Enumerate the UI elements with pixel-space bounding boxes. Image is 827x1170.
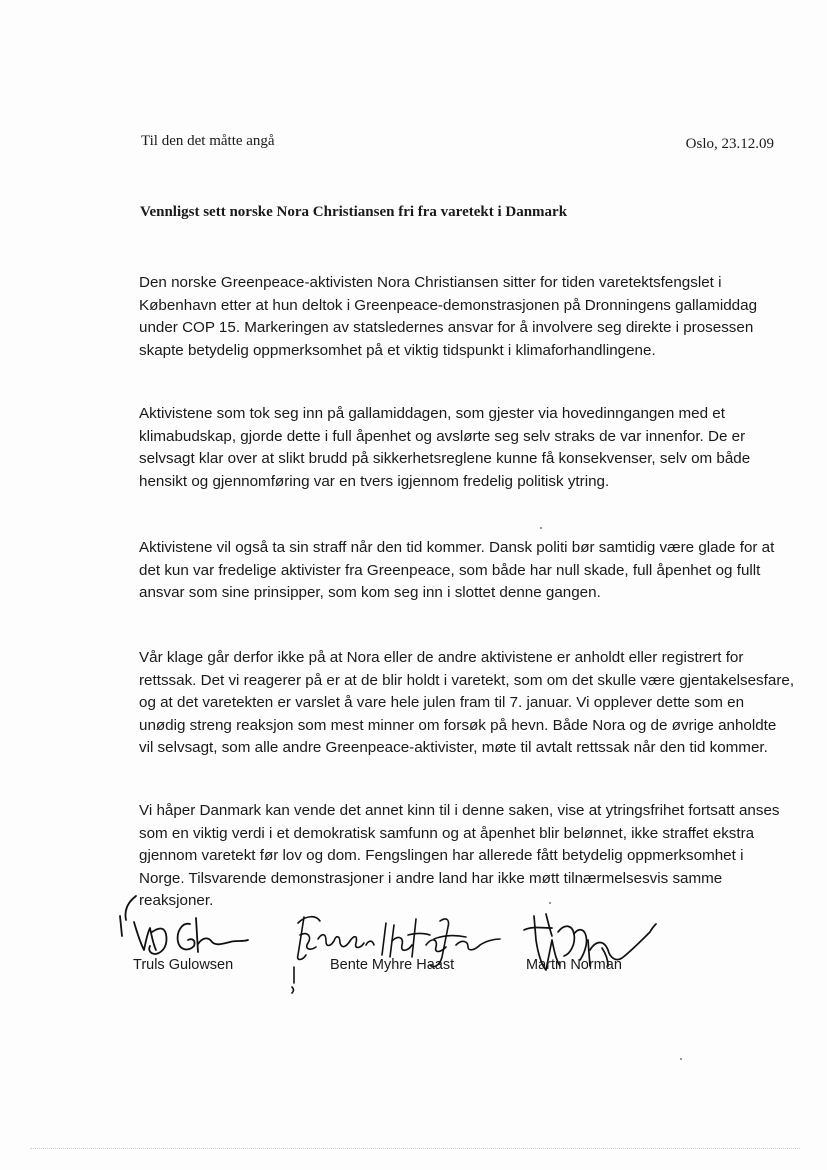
paragraph-line: Aktivistene som tok seg inn på gallamiddagen, som gjester via hovedinngangen med et [139,405,725,422]
paragraph-line: det kun var fredelige aktivister fra Greenpeace, som både har null skade, full åpenhet og fullt [139,561,761,579]
paragraph-line: Aktivistene vil også ta sin straff når den tid kommer. Dansk politi bør samtidig være glade for at [139,539,775,556]
paragraph-3 [139,537,775,605]
paragraph-line: Norge. Tilsvarende demonstrasjoner i andre land har ikke møtt tilnærmelsesvis samme [139,869,723,887]
paragraph-line: under COP 15. Markeringen av statsledernes ansvar for å involvere seg direkte i prosessen [139,319,754,336]
paragraph-line: gjennom varetekt før lov og dom. Fengslingen har allerede fått betydelig oppmerksomhet i [139,847,744,864]
paragraph-line: selvsagt klar over at slikt brudd på sikkerhetsreglene kunne få konsekvenser, selv om både [139,450,751,467]
signatory-name: Truls Gulowsen [133,957,234,973]
paragraph-line: ansvar som sine prinsipper, som kom seg inn i slottet denne gangen. [139,584,601,601]
signatory-name: Bente Myhre Haast [330,957,455,973]
paragraph-line: skapte betydelig oppmerksomhet på et viktig tidspunkt i klimaforhandlingene. [139,341,656,359]
scan-edge [30,1148,800,1149]
scan-speck [540,527,542,529]
paragraph-1 [139,272,764,362]
paragraph-line: Den norske Greenpeace-aktivisten Nora Christiansen sitter for tiden varetektsfengslet i [139,274,722,291]
paragraph-line: og at det varetekten er varslet å vare hele julen fram til 7. januar. Vi opplever dette som en [139,694,745,711]
scan-speck [680,1058,682,1060]
paragraph-line: rettssak. Det vi reagerer på er at de blir holdt i varetekt, som om det skulle være gjentakelsesfare, [139,671,795,689]
paragraph-line: København etter at hun deltok i Greenpeace-demonstrasjonen på Dronningens gallamiddag [139,296,758,314]
salutation: Til den det måtte angå [141,133,275,149]
paragraph-line: unødig streng reaksjon som mest minner om forsøk på hevn. Både Nora og de øvrige anholdte [139,716,777,734]
signature-bente-myhre-haast [290,905,505,995]
scan-speck [549,902,551,904]
paragraph-line: Vår klage går derfor ikke på at Nora eller de andre aktivistene er anholdt eller registrert for [139,649,744,666]
paragraph-line: reaksjoner. [139,892,214,909]
paragraph-line: hensikt og gjennomføring var en tvers igjennom fredelig politisk ytring. [139,472,610,490]
paragraph-line: klimabudskap, gjorde dette i full åpenhet og avslørte seg selv straks de var innenfor. De er [139,427,746,445]
letter-date: Oslo, 23.12.09 [685,136,774,152]
paragraph-line: som en viktig verdi i et demokratisk samfunn og at åpenhet blir belønnet, ikke straffet ekstra [139,824,755,842]
letter-heading: Vennligst sett norske Nora Christiansen fri fra varetekt i Danmark [140,204,568,220]
paragraph-4 [139,647,795,760]
signatory-name: Martin Norman [526,957,622,973]
paragraph-line: vil selvsagt, som alle andre Greenpeace-aktivister, møte til avtalt rettssak når den tid kommer. [139,739,768,756]
paragraph-line: Vi håper Danmark kan vende det annet kinn til i denne saken, vise at ytringsfrihet fortsatt anses [139,802,780,819]
paragraph-2 [139,403,764,493]
